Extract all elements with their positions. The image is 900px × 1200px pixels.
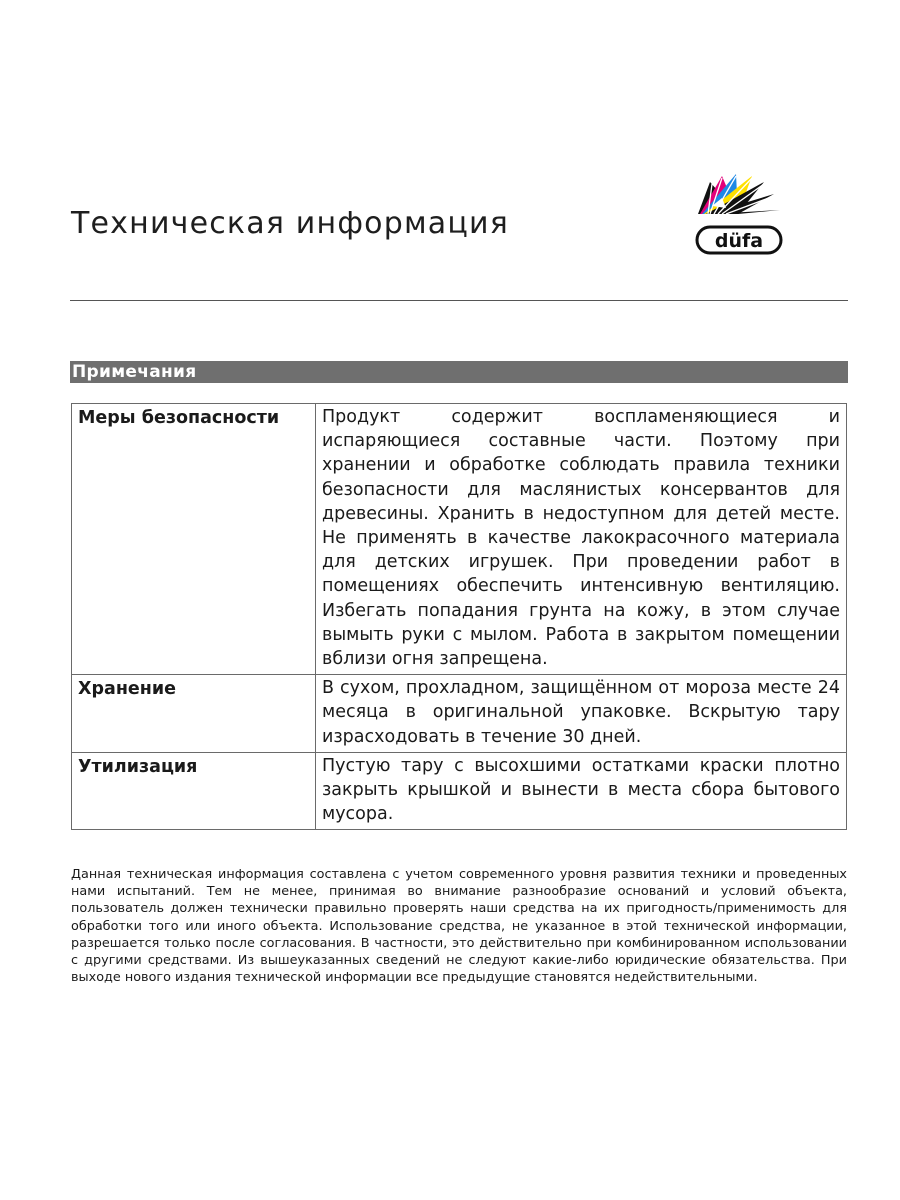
logo-wordmark: düfa [714, 230, 764, 252]
page-title: Техническая информация [71, 206, 509, 241]
disclaimer-text: Данная техническая информация составлена с учетом современного уровня развития техники и проведенных нами испытаний. Тем не менее, принимая во внимание разнообразие оснований и условий объекта, пользователь должен технически правильно проверять наши средства на их пригодность/применимость для обработки того или иного объекта. Использование средства, не указанное в этой технической информации, разрешается только после согласования. В частности, это действительно при комбинированном использовании с другими средствами. Из вышеуказанных сведений не следуют какие-либо юридические обязательства. При выходе нового издания технической информации все предыдущие становятся недействительными. [71, 867, 847, 986]
title-divider [70, 300, 848, 301]
section-header: Примечания [70, 361, 848, 383]
dufa-logo [692, 170, 788, 260]
color-fan-icon [698, 174, 780, 214]
table-row [72, 675, 847, 753]
note-text-safety: Продукт содержит воспламеняющиеся и испаряющиеся составные части. Поэтому при хранении и обработке соблюдать правила техники безопасности для маслянистых консервантов для древесины. Хранить в недоступном для детей месте. Не применять в качестве лакокрасочного материала для детских игрушек. При проведении работ в помещениях обеспечить интенсивную вентиляцию. Избегать попадания грунта на кожу, в этом случае вымыть руки с мылом. Работа в закрытом помещении вблизи огня запрещена. [316, 404, 847, 675]
table-row [72, 404, 847, 675]
note-text-storage: В сухом, прохладном, защищённом от мороза месте 24 месяца в оригинальной упаковке. Вскрытую тару израсходовать в течение 30 дней. [316, 675, 847, 753]
table-row [72, 752, 847, 830]
note-label-storage: Хранение [72, 675, 316, 753]
note-label-disposal: Утилизация [72, 752, 316, 830]
note-label-safety: Меры безопасности [72, 404, 316, 675]
notes-table [71, 403, 847, 830]
note-text-disposal: Пустую тару с высохшими остатками краски плотно закрыть крышкой и вынести в места сбора бытового мусора. [316, 752, 847, 830]
